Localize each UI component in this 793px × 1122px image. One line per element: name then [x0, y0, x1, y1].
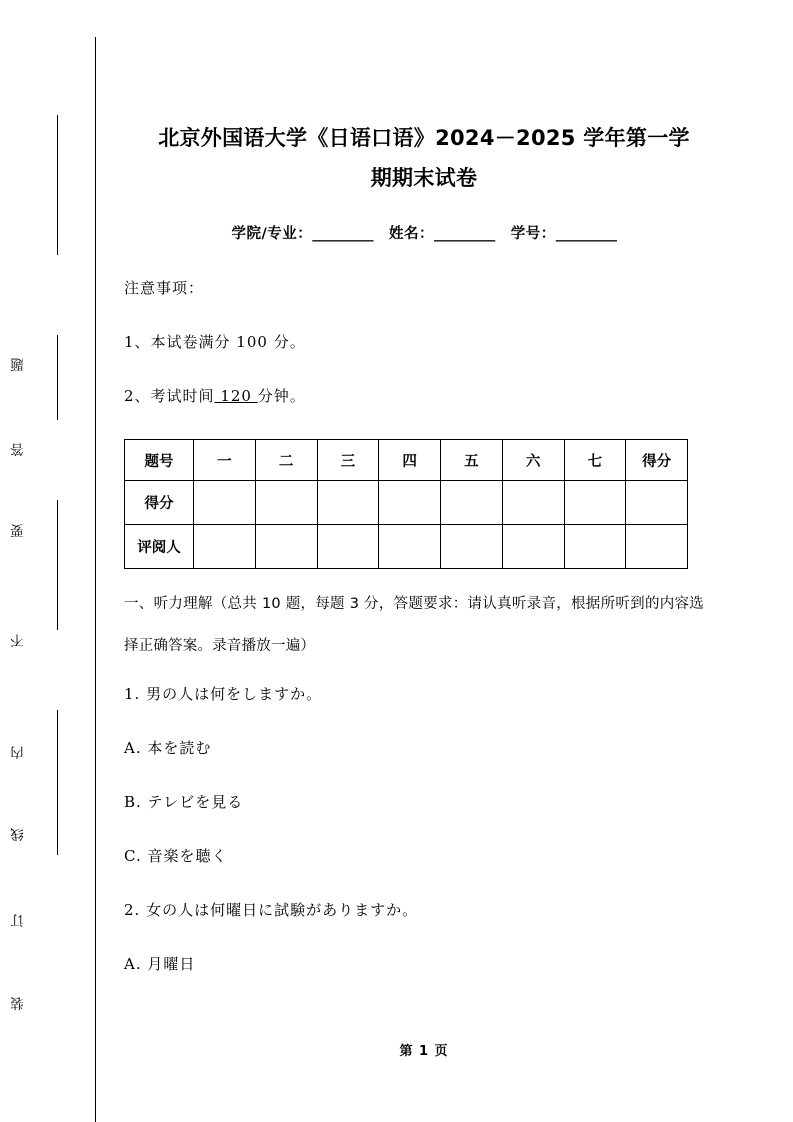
margin-char-zhuang: 装 [11, 995, 27, 1011]
score-table-cell[interactable] [255, 525, 317, 569]
binding-margin [0, 0, 110, 1122]
score-table-cell[interactable] [564, 525, 626, 569]
binding-rule-main [95, 37, 96, 1122]
section-heading-listening: 一、听力理解（总共 10 题，每题 3 分，答题要求：请认真听录音，根据所听到的内容选择正确答案。录音播放一遍） [124, 596, 704, 654]
question-2-text: 2. 女の人は何曜日に試験がありますか。 [124, 901, 419, 919]
score-table-cell: 一 [194, 440, 256, 481]
score-table-cell[interactable] [317, 481, 379, 525]
score-table-rowhead: 题号 [125, 440, 194, 481]
page-body [124, 0, 724, 1122]
score-table-cell: 五 [441, 440, 503, 481]
page-title-line-1: 北京外国语大学《日语口语》2024－2025 学年第一学 [158, 126, 690, 150]
student-no-label: 学号： [510, 226, 556, 242]
note-2-prefix: 2、考试时间 [124, 387, 215, 405]
score-table-cell[interactable] [626, 525, 688, 569]
margin-label-student-no [0, 272, 81, 319]
binding-rule-segment-1 [57, 115, 58, 255]
score-table-rowhead: 评阅人 [125, 525, 194, 569]
college-major-blank[interactable]: _________ [312, 226, 374, 242]
note-item-1: 1、本试卷满分 100 分。 [124, 333, 306, 351]
score-table-cell[interactable] [379, 525, 441, 569]
note-2-suffix: 分钟。 [257, 387, 306, 405]
notes-heading: 注意事项： [124, 279, 205, 297]
score-table-cell: 二 [255, 440, 317, 481]
margin-char-bu: 不 [11, 632, 27, 648]
score-table-cell: 三 [317, 440, 379, 481]
margin-char-da: 答 [11, 441, 27, 457]
score-table-cell[interactable] [441, 525, 503, 569]
score-table-cell[interactable] [502, 481, 564, 525]
name-label: 姓名： [389, 226, 435, 242]
table-row [125, 440, 688, 481]
question-2-choice-a[interactable]: A. 月曜日 [124, 955, 196, 973]
table-row [125, 525, 688, 569]
note-item-2 [124, 369, 724, 423]
question-1-choice-b[interactable]: B. テレビを見る [124, 793, 244, 811]
score-table-cell[interactable] [194, 525, 256, 569]
name-blank[interactable]: _________ [434, 226, 495, 242]
page-footer: 第 1 页 [399, 1044, 449, 1059]
score-table-cell: 六 [502, 440, 564, 481]
score-table-cell[interactable] [564, 481, 626, 525]
score-table-cell[interactable] [379, 481, 441, 525]
question-1-choice-a[interactable]: A. 本を読む [124, 739, 212, 757]
margin-char-yao: 要 [11, 522, 27, 538]
page-title [124, 0, 724, 198]
exam-duration-value[interactable]: 120 [214, 387, 258, 405]
margin-label-college [0, 862, 81, 909]
college-major-label: 学院/专业： [231, 226, 313, 242]
score-table-cell[interactable] [502, 525, 564, 569]
margin-char-ding: 订 [11, 912, 27, 928]
identity-fields-row [124, 222, 724, 243]
score-table-cell: 七 [564, 440, 626, 481]
binding-rule-segment-2 [57, 335, 58, 420]
table-row [125, 481, 688, 525]
score-table-cell[interactable] [255, 481, 317, 525]
question-1-choice-c[interactable]: C. 音楽を聴く [124, 847, 228, 865]
score-table-cell: 得分 [626, 440, 688, 481]
score-table-rowhead: 得分 [125, 481, 194, 525]
score-table-cell[interactable] [626, 481, 688, 525]
score-table-cell[interactable] [194, 481, 256, 525]
margin-char-ti: 题 [11, 356, 27, 372]
student-no-blank[interactable]: _________ [555, 226, 617, 242]
score-table-cell[interactable] [317, 525, 379, 569]
score-table [124, 439, 688, 569]
binding-rule-segment-3 [57, 500, 58, 630]
score-table-cell: 四 [379, 440, 441, 481]
score-table-cell[interactable] [441, 481, 503, 525]
page-title-line-2: 期期末试卷 [370, 166, 478, 190]
question-1-text: 1. 男の人は何をしますか。 [124, 685, 323, 703]
margin-char-xian: 线 [11, 826, 27, 842]
margin-char-nei: 内 [11, 744, 27, 760]
